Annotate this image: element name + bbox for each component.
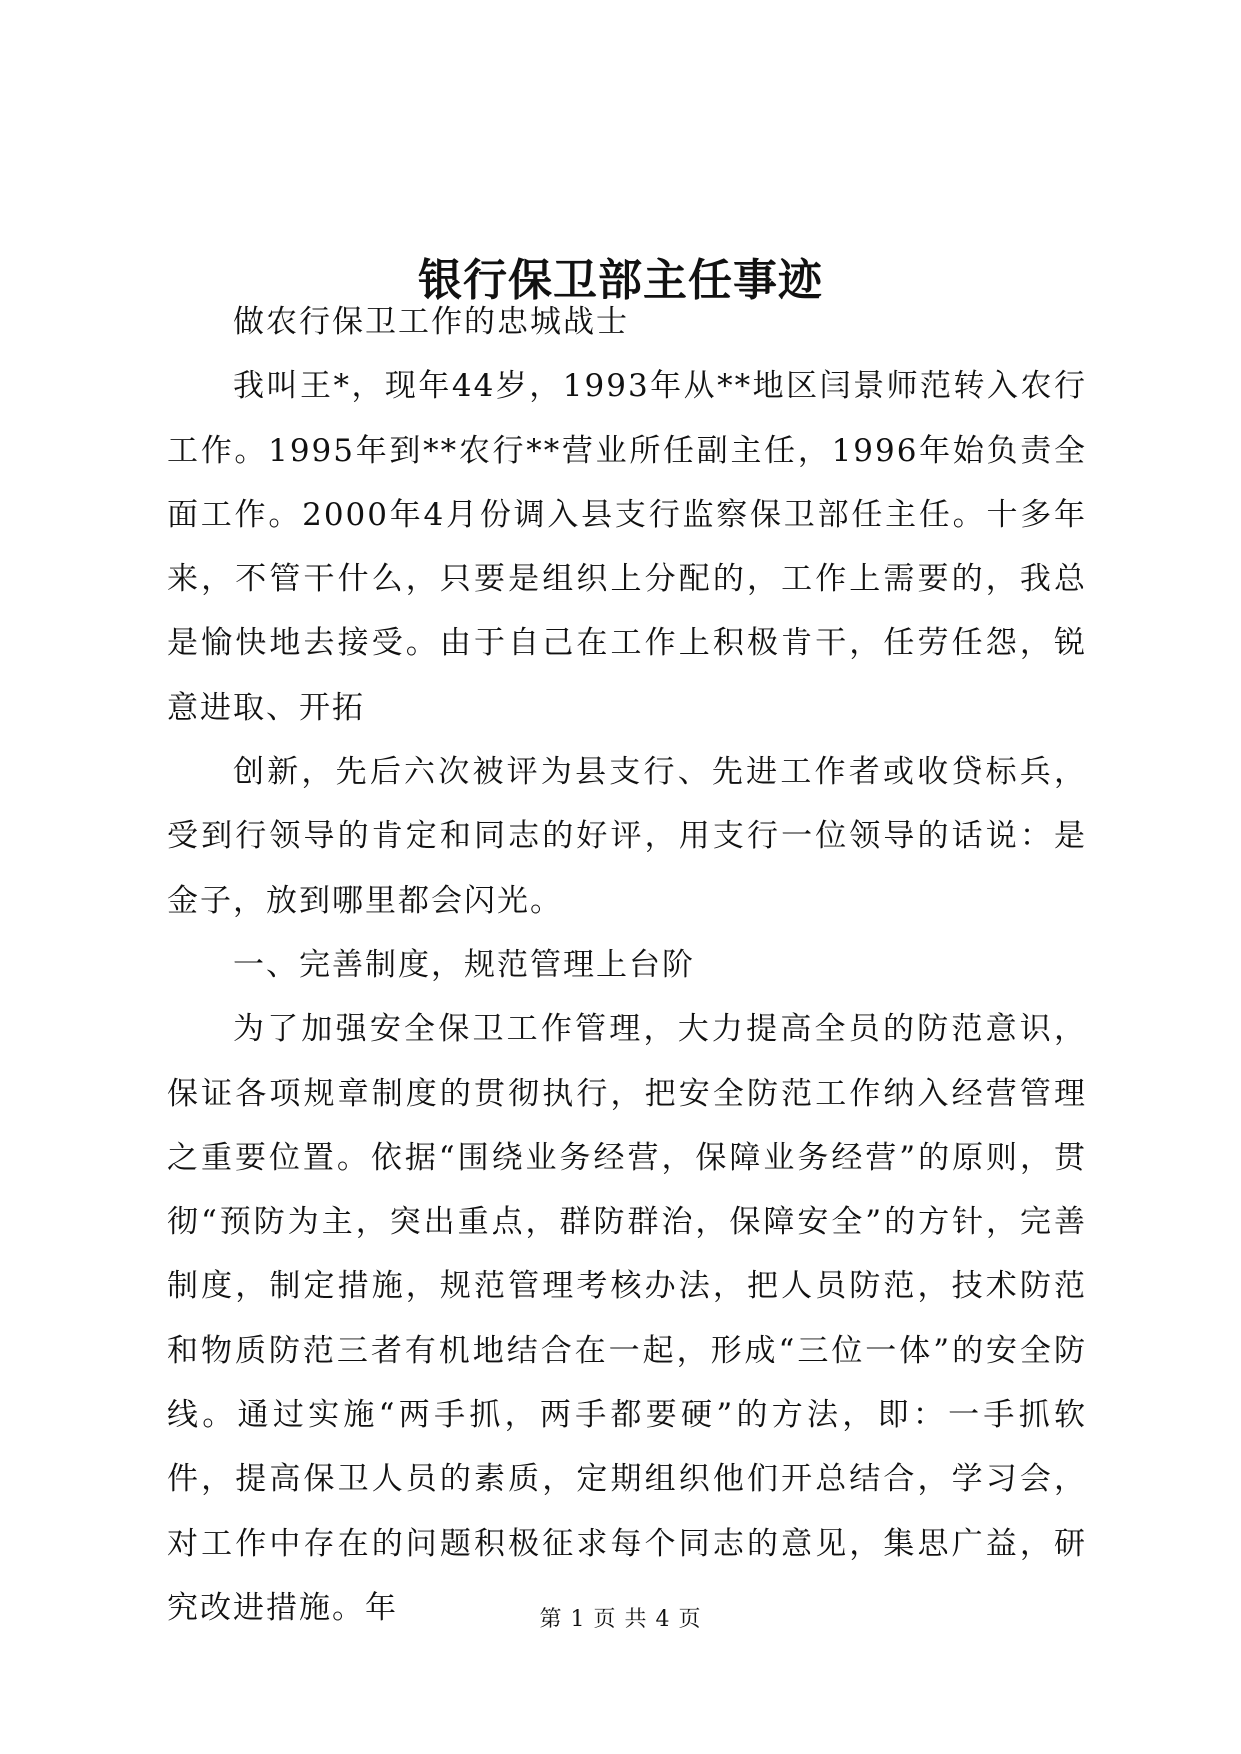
- paragraph-subtitle: 做农行保卫工作的忠城战士: [233, 304, 629, 340]
- page-number: 第 1 页 共 4 页: [539, 1607, 702, 1632]
- paragraph-management: 为了加强安全保卫工作管理，大力提高全员的防范意识，保证各项规章制度的贯彻执行，把安全防范工作纳入经营管理之重要位置。依据“围绕业务经营，保障业务经营”的原则，贯彻“预防为主，突出重点，群防群治，保障安全”的方针，完善制度，制定措施，规范管理考核办法，把人员防范，技术防范和物质防范三者有机地结合在一起，形成“三位一体”的安全防线。通过实施“两手抓，两手都要硬”的方法，即：一手抓软件，提高保卫人员的素质，定期组织他们开总结合，学习会，对工作中存在的问题积极征求每个同志的意见，集思广益，研究改进措施。年: [167, 1011, 1087, 1626]
- paragraph-intro: 我叫王*，现年44岁，1993年从**地区闫景师范转入农行工作。1995年到**农行**营业所任副主任，1996年始负责全面工作。2000年4月份调入县支行监察保卫部任主任。十多年来，不管干什么，只要是组织上分配的，工作上需要的，我总是愉快地去接受。由于自己在工作上积极肯干，任劳任怨，锐意进取、开拓: [167, 368, 1087, 726]
- paragraph-honors: 创新，先后六次被评为县支行、先进工作者或收贷标兵，受到行领导的肯定和同志的好评，用支行一位领导的话说：是金子，放到哪里都会闪光。: [167, 754, 1087, 919]
- section-heading: 一、完善制度，规范管理上台阶: [233, 946, 695, 983]
- document-title: 银行保卫部主任事迹: [418, 255, 823, 307]
- document-body: [167, 290, 1087, 1640]
